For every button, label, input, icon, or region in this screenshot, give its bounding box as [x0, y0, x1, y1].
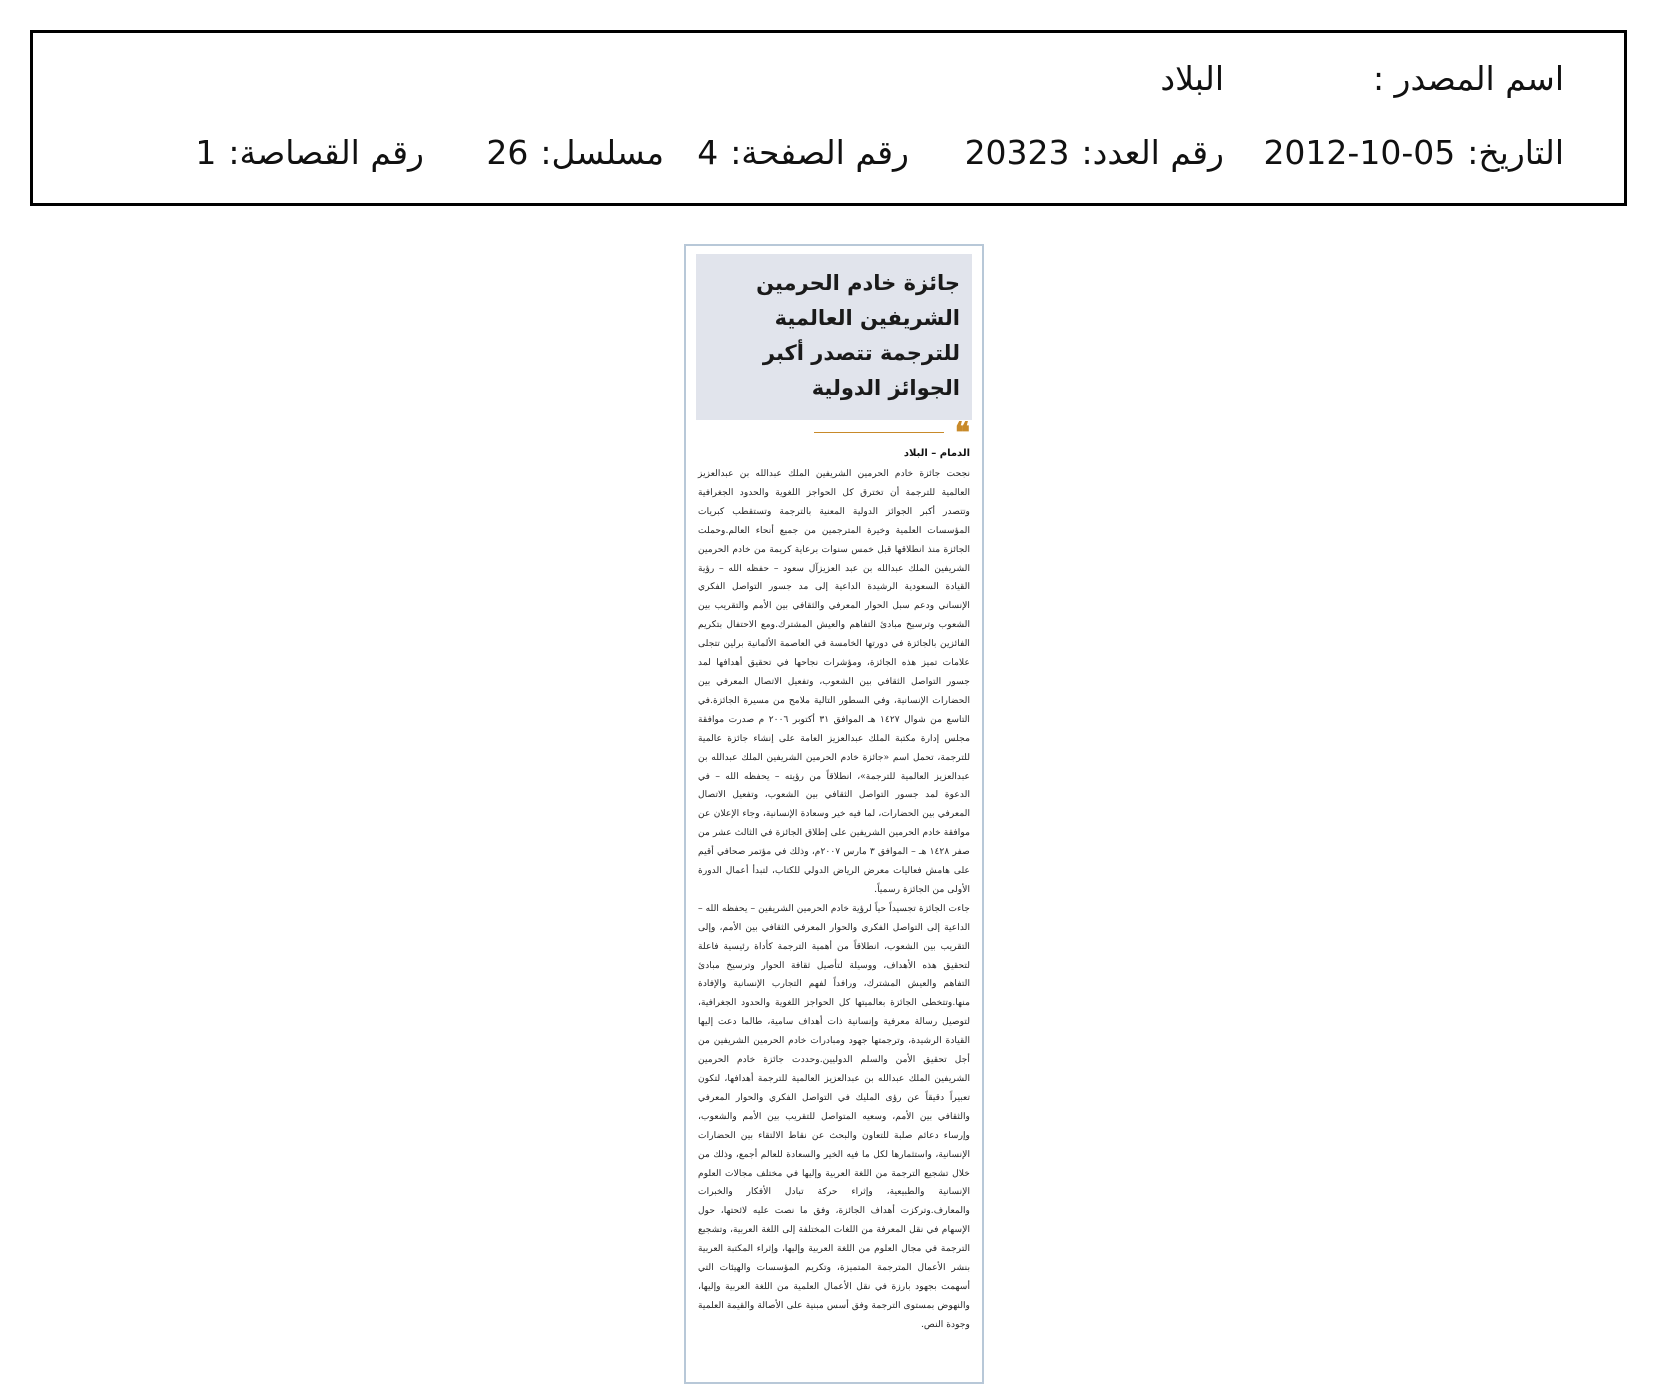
- article-clipping: [684, 244, 984, 1384]
- article-dateline: الدمام – البلاد: [903, 448, 970, 459]
- date-field: [1263, 129, 1564, 177]
- header-source-row: [93, 55, 1564, 103]
- article-headline: جائزة خادم الحرمين الشريفين العالمية للترجمة تتصدر أكبر الجوائز الدولية: [756, 271, 960, 400]
- source-value-text: البلاد: [1160, 59, 1224, 98]
- serial-value: 26: [486, 133, 529, 172]
- serial-label: مسلسل:: [540, 133, 664, 172]
- clip-label: رقم القصاصة:: [228, 133, 424, 172]
- page-label: رقم الصفحة:: [730, 133, 909, 172]
- quote-rule: [814, 432, 944, 433]
- page-value: 4: [697, 133, 719, 172]
- article-body: [698, 465, 970, 1335]
- source-label-text: اسم المصدر :: [1372, 59, 1564, 98]
- clip-field: [195, 129, 424, 177]
- article-paragraph-1: نجحت جائزة خادم الحرمين الشريفين الملك عبدالله بن عبدالعزيز العالمية للترجمة أن تخترق كل الحواجز اللغوية والحدود الجغرافية وتتصدر أكبر الجوائز الدولية المعنية بالترجمة وتستقطب كبريات المؤسسات العلمية وخيرة المترجمين من جميع أنحاء العالم.وحملت الجائزة منذ انطلاقها قبل خمس سنوات برعاية كريمة من خادم الحرمين الشريفين الملك عبدالله بن عبد العزيزآل سعود – حفظه الله – رؤية القيادة السعودية الرشيدة الداعية إلى مد جسور التواصل الفكري الإنساني ودعم سبل الحوار المعرفي والثقافي بين الأمم والتقريب بين الشعوب وترسيخ مبادئ التفاهم والعيش المشترك.ومع الاحتفال بتكريم الفائزين بالجائزة في دورتها الخامسة في العاصمة الألمانية برلين تتجلى علامات تميز هذه الجائزة، ومؤشرات نجاحها في تحقيق أهدافها لمد جسور التواصل الثقافي بين الشعوب، وتفعيل الاتصال المعرفي بين الحضارات الإنسانية، وفي السطور التالية ملامح من مسيرة الجائزة.في التاسع من شوال ١٤٢٧ هـ الموافق ٣١ أكتوبر ٢٠٠٦ م صدرت موافقة مجلس إدارة مكتبة الملك عبدالعزيز العامة على إنشاء جائزة عالمية للترجمة، تحمل اسم «جائزة خادم الحرمين الشريفين الملك عبدالله بن عبدالعزيز العالمية للترجمة»، انطلاقاً من رؤيته – يحفظه الله – في الدعوة لمد جسور التواصل الثقافي بين الشعوب، وتفعيل الاتصال المعرفي بين الحضارات، لما فيه خير وسعادة الإنسانية، وجاء الإعلان عن موافقة خادم الحرمين الشريفين على إطلاق الجائزة في الثالث عشر من صفر ١٤٢٨ هـ – الموافق ٣ مارس ٢٠٠٧م، وذلك في مؤتمر صحافي أقيم على هامش فعاليات معرض الرياض الدولي للكتاب، لتبدأ أعمال الدورة الأولى من الجائزة رسمياً.: [698, 468, 970, 895]
- quote-icon: ❝: [954, 416, 970, 449]
- quote-divider: [698, 416, 970, 449]
- source-label: [1373, 55, 1564, 103]
- date-label: التاريخ:: [1467, 133, 1564, 172]
- header-meta-row: [93, 129, 1564, 177]
- issue-value: 20323: [964, 133, 1070, 172]
- serial-field: [486, 129, 664, 177]
- page-field: [697, 129, 909, 177]
- headline-box: [696, 254, 972, 420]
- clip-value: 1: [195, 133, 217, 172]
- date-value: 2012-10-05: [1263, 133, 1456, 172]
- clipping-header: [30, 30, 1627, 206]
- source-value: [1160, 55, 1224, 103]
- article-paragraph-2: جاءت الجائزة تجسيداً حياً لرؤية خادم الحرمين الشريفين – يحفظه الله – الداعية إلى التواصل الفكري والحوار المعرفي الثقافي بين الأمم، وإلى التقريب بين الشعوب، انطلاقاً من أهمية الترجمة كأداة رئيسية فاعلة لتحقيق هذه الأهداف، ووسيلة لتأصيل ثقافة الحوار وترسيخ مبادئ التفاهم والعيش المشترك، ورافداً لفهم التجارب الإنسانية والإفادة منها.وتتخطى الجائزة بعالميتها كل الحواجز اللغوية والحدود الجغرافية، لتوصيل رسالة معرفية وإنسانية ذات أهداف سامية، طالما دعت إليها القيادة الرشيدة، وترجمتها جهود ومبادرات خادم الحرمين الشريفين من أجل تحقيق الأمن والسلم الدوليين.وحددت جائزة خادم الحرمين الشريفين الملك عبدالله بن عبدالعزيز العالمية للترجمة أهدافها، لتكون تعبيراً دقيقاً عن رؤى المليك في التواصل الفكري والحوار المعرفي والثقافي بين الأمم، وسعيه المتواصل للتقريب بين الأمم والشعوب، وإرساء دعائم صلبة للتعاون والبحث عن نقاط الالتقاء بين الحضارات الإنسانية، واستثمارها لكل ما فيه الخير والسعادة للعالم أجمع، وذلك من خلال تشجيع الترجمة من اللغة العربية وإليها في مختلف مجالات العلوم الإنسانية والطبيعية، وإثراء حركة تبادل الأفكار والخبرات والمعارف.وتركزت أهداف الجائزة، وفق ما نصت عليه لائحتها، حول الإسهام في نقل المعرفة من اللغات المختلفة إلى اللغة العربية، وتشجيع الترجمة في مجال العلوم من اللغة العربية وإليها، وإثراء المكتبة العربية بنشر الأعمال المترجمة المتميزة، وتكريم المؤسسات والهيئات التي أسهمت بجهود بارزة في نقل الأعمال العلمية من اللغة العربية وإليها، والنهوض بمستوى الترجمة وفق أسس مبنية على الأصالة والقيمة العلمية وجودة النص.: [698, 902, 970, 1330]
- issue-field: [965, 129, 1224, 177]
- issue-label: رقم العدد:: [1081, 133, 1224, 172]
